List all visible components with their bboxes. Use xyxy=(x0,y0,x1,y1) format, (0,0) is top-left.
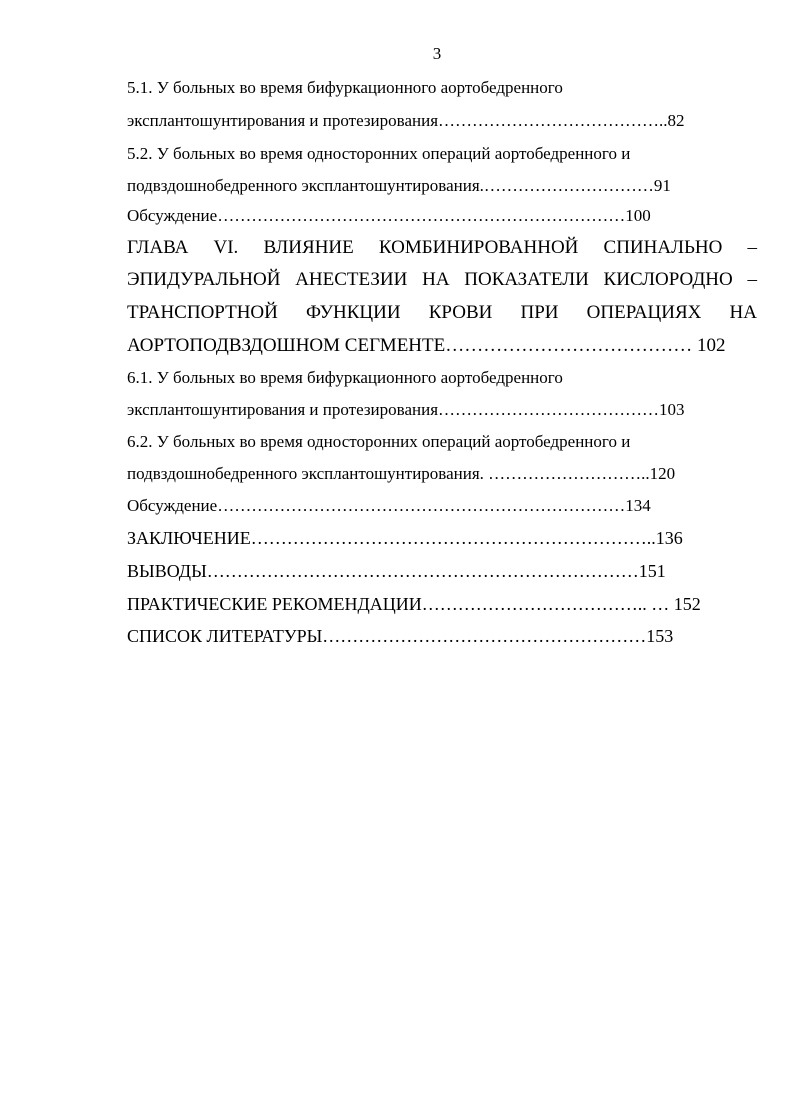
toc-bibliography: СПИСОК ЛИТЕРАТУРЫ………………………………………………153 xyxy=(127,626,674,646)
toc-findings: ВЫВОДЫ………………………………………………………………151 xyxy=(127,561,666,581)
toc-chapter-6-line-3: ТРАНСПОРТНОЙ ФУНКЦИИ КРОВИ ПРИ ОПЕРАЦИЯХ НА xyxy=(127,302,757,323)
toc-recommendations: ПРАКТИЧЕСКИЕ РЕКОМЕНДАЦИИ……………………………….. … 152 xyxy=(127,594,701,614)
page-number: 3 xyxy=(432,44,442,63)
toc-entry-6-2-line-2: подвздошнобедренного эксплантошунтирования. ………………………..120 xyxy=(127,464,676,483)
toc-entry-5-2-line-2: подвздошнобедренного эксплантошунтирования.…………………………91 xyxy=(127,176,671,195)
toc-discussion-5: Обсуждение………………………………………………………………100 xyxy=(127,206,651,225)
toc-chapter-6-line-1: ГЛАВА VI. ВЛИЯНИЕ КОМБИНИРОВАННОЙ СПИНАЛЬНО – xyxy=(127,237,757,258)
toc-entry-6-2-line-1: 6.2. У больных во время односторонних операций аортобедренного и xyxy=(127,432,631,451)
toc-chapter-6-line-4: АОРТОПОДВЗДОШНОМ СЕГМЕНТЕ………………………………… 102 xyxy=(127,335,726,356)
toc-entry-5-1-line-1: 5.1. У больных во время бифуркационного аортобедренного xyxy=(127,78,563,97)
toc-entry-5-2-line-1: 5.2. У больных во время односторонних операций аортобедренного и xyxy=(127,144,631,163)
toc-entry-6-1-line-1: 6.1. У больных во время бифуркационного аортобедренного xyxy=(127,368,563,387)
toc-entry-6-1-line-2: эксплантошунтирования и протезирования…………………………………103 xyxy=(127,400,685,419)
toc-conclusion: ЗАКЛЮЧЕНИЕ…………………………………………………………..136 xyxy=(127,528,683,548)
toc-chapter-6-line-2: ЭПИДУРАЛЬНОЙ АНЕСТЕЗИИ НА ПОКАЗАТЕЛИ КИСЛОРОДНО – xyxy=(127,269,757,290)
toc-discussion-6: Обсуждение………………………………………………………………134 xyxy=(127,496,651,515)
toc-entry-5-1-line-2: эксплантошунтирования и протезирования…………………………………..82 xyxy=(127,111,685,130)
